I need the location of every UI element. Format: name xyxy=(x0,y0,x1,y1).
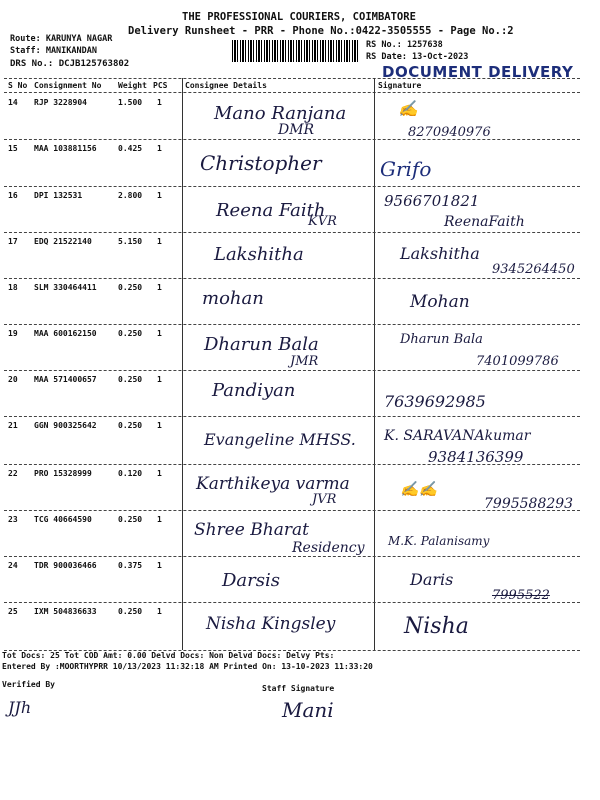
signature-phone: 7639692985 xyxy=(384,392,486,411)
consignee-name: Christopher xyxy=(200,151,322,175)
header-top-rule xyxy=(4,78,580,79)
signature-phone: 7401099786 xyxy=(476,354,559,369)
consignee-name: Reena Faith xyxy=(216,200,326,221)
consignee-name: Nisha Kingsley xyxy=(206,614,336,634)
staff-signature: Mani xyxy=(282,698,334,722)
row-pcs: 1 xyxy=(157,237,162,246)
document-delivery-stamp: DOCUMENT DELIVERY xyxy=(382,63,574,81)
row-sno: 21 xyxy=(8,421,18,430)
entered-by-line: Entered By :MOORTHYPRR 10/13/2023 11:32:18 AM Printed On: 13-10-2023 11:33:20 xyxy=(2,662,373,671)
signature-column-divider xyxy=(374,78,375,650)
route: Route: KARUNYA NAGAR xyxy=(10,34,113,44)
row-pcs: 1 xyxy=(157,98,162,107)
consignee-name: Evangeline MHSS. xyxy=(204,430,356,449)
row-sno: 16 xyxy=(8,191,18,200)
signature-scrawl: Dharun Bala xyxy=(400,332,483,347)
row-weight: 0.375 xyxy=(118,561,143,570)
details-column-divider xyxy=(182,78,183,650)
consignee-name: Dharun Bala xyxy=(204,334,319,355)
row-pcs: 1 xyxy=(157,329,162,338)
consignee-name: Darsis xyxy=(222,570,280,591)
signature-phone: 9566701821 xyxy=(384,192,480,210)
signature-scrawl: Mohan xyxy=(410,292,470,312)
company-title: THE PROFESSIONAL COURIERS, COIMBATORE xyxy=(182,11,416,23)
row-sno: 25 xyxy=(8,607,18,616)
col-consignment: Consignment No xyxy=(34,81,102,90)
row-rule xyxy=(4,186,580,187)
row-weight: 0.250 xyxy=(118,283,143,292)
row-consignment: PRO 15328999 xyxy=(34,469,92,478)
row-pcs: 1 xyxy=(157,607,162,616)
row-pcs: 1 xyxy=(157,561,162,570)
col-weight: Weight xyxy=(118,81,147,90)
row-sno: 19 xyxy=(8,329,18,338)
col-sno: S No xyxy=(8,81,28,90)
signature-phone: 9345264450 xyxy=(492,262,575,277)
verified-by-label: Verified By xyxy=(2,680,55,689)
totals-line: Tot Docs: 25 Tot COD Amt: 0.00 Delvd Docs: Non Delvd Docs: Delvy Pts: xyxy=(2,651,335,660)
consignee-place: Residency xyxy=(292,540,365,556)
consignee-name: Pandiyan xyxy=(212,380,296,401)
runsheet-title: Delivery Runsheet - PRR - Phone No.:0422-3505555 - Page No.:2 xyxy=(128,25,514,37)
row-pcs: 1 xyxy=(157,144,162,153)
row-sno: 18 xyxy=(8,283,18,292)
row-weight: 0.250 xyxy=(118,515,143,524)
row-rule xyxy=(4,370,580,371)
signature-scrawl: Grifo xyxy=(380,157,432,181)
row-sno: 17 xyxy=(8,237,18,246)
row-consignment: RJP 3228904 xyxy=(34,98,87,107)
signature-scrawl: ReenaFaith xyxy=(444,214,525,230)
row-consignment: DPI 132531 xyxy=(34,191,83,200)
row-rule xyxy=(4,278,580,279)
signature-scrawl: M.K. Palanisamy xyxy=(388,534,490,548)
consignee-place: DMR xyxy=(278,122,315,138)
row-consignment: MAA 600162150 xyxy=(34,329,97,338)
row-rule xyxy=(4,602,580,603)
row-sno: 14 xyxy=(8,98,18,107)
consignee-place: JMR xyxy=(290,354,319,369)
row-rule xyxy=(4,139,580,140)
row-pcs: 1 xyxy=(157,421,162,430)
staff: Staff: MANIKANDAN xyxy=(10,46,97,56)
row-rule xyxy=(4,510,580,511)
header-bottom-rule xyxy=(4,92,580,93)
row-weight: 2.800 xyxy=(118,191,143,200)
consignee-name: Shree Bharat xyxy=(194,520,309,540)
row-sno: 20 xyxy=(8,375,18,384)
signature-phone: 7995522 xyxy=(492,588,550,603)
row-consignment: GGN 900325642 xyxy=(34,421,97,430)
signature-scrawl: Daris xyxy=(410,570,454,589)
row-weight: 0.425 xyxy=(118,144,143,153)
signature-mark: ✍ xyxy=(398,99,418,118)
row-consignment: IXM 504836633 xyxy=(34,607,97,616)
rs-number: RS No.: 1257638 xyxy=(366,40,443,50)
col-pcs: PCS xyxy=(153,81,168,90)
row-sno: 15 xyxy=(8,144,18,153)
row-consignment: MAA 103881156 xyxy=(34,144,97,153)
row-consignment: SLM 330464411 xyxy=(34,283,97,292)
signature-phone: 7995588293 xyxy=(484,496,574,512)
rs-date: RS Date: 13-Oct-2023 xyxy=(366,52,469,62)
consignee-name: Karthikeya varma xyxy=(196,474,350,494)
row-consignment: EDQ 21522140 xyxy=(34,237,92,246)
row-pcs: 1 xyxy=(157,515,162,524)
row-rule xyxy=(4,324,580,325)
row-sno: 22 xyxy=(8,469,18,478)
row-consignment: TCG 40664590 xyxy=(34,515,92,524)
signature-phone: 8270940976 xyxy=(408,125,491,140)
row-weight: 1.500 xyxy=(118,98,143,107)
barcode xyxy=(232,40,360,62)
row-rule xyxy=(4,556,580,557)
staff-signature-label: Staff Signature xyxy=(262,684,335,693)
consignee-place: KVR xyxy=(308,214,337,229)
signature-scrawl: K. SARAVANAkumar xyxy=(384,428,531,444)
row-sno: 23 xyxy=(8,515,18,524)
row-weight: 0.120 xyxy=(118,469,143,478)
consignee-name: Lakshitha xyxy=(214,244,304,265)
row-weight: 0.250 xyxy=(118,607,143,616)
col-signature: Signature xyxy=(378,81,422,90)
row-pcs: 1 xyxy=(157,191,162,200)
consignee-name: Mano Ranjana xyxy=(214,103,347,124)
row-rule xyxy=(4,232,580,233)
signature-phone: 9384136399 xyxy=(428,448,524,466)
drs-number: DRS No.: DCJB125763802 xyxy=(10,59,130,69)
row-consignment: MAA 571400657 xyxy=(34,375,97,384)
row-rule xyxy=(4,464,580,465)
row-sno: 24 xyxy=(8,561,18,570)
row-pcs: 1 xyxy=(157,469,162,478)
verified-signature: JJh xyxy=(8,698,32,717)
row-weight: 0.250 xyxy=(118,329,143,338)
row-weight: 0.250 xyxy=(118,421,143,430)
consignee-place: JVR xyxy=(312,492,337,507)
row-pcs: 1 xyxy=(157,283,162,292)
signature-mark: ✍✍ xyxy=(400,480,438,498)
row-weight: 5.150 xyxy=(118,237,143,246)
row-pcs: 1 xyxy=(157,375,162,384)
col-consignee-details: Consignee Details xyxy=(185,81,267,90)
row-rule xyxy=(4,416,580,417)
row-consignment: TDR 900036466 xyxy=(34,561,97,570)
signature-scrawl: Lakshitha xyxy=(400,244,480,263)
row-weight: 0.250 xyxy=(118,375,143,384)
consignee-name: mohan xyxy=(202,288,264,309)
signature-scrawl: Nisha xyxy=(404,614,469,639)
